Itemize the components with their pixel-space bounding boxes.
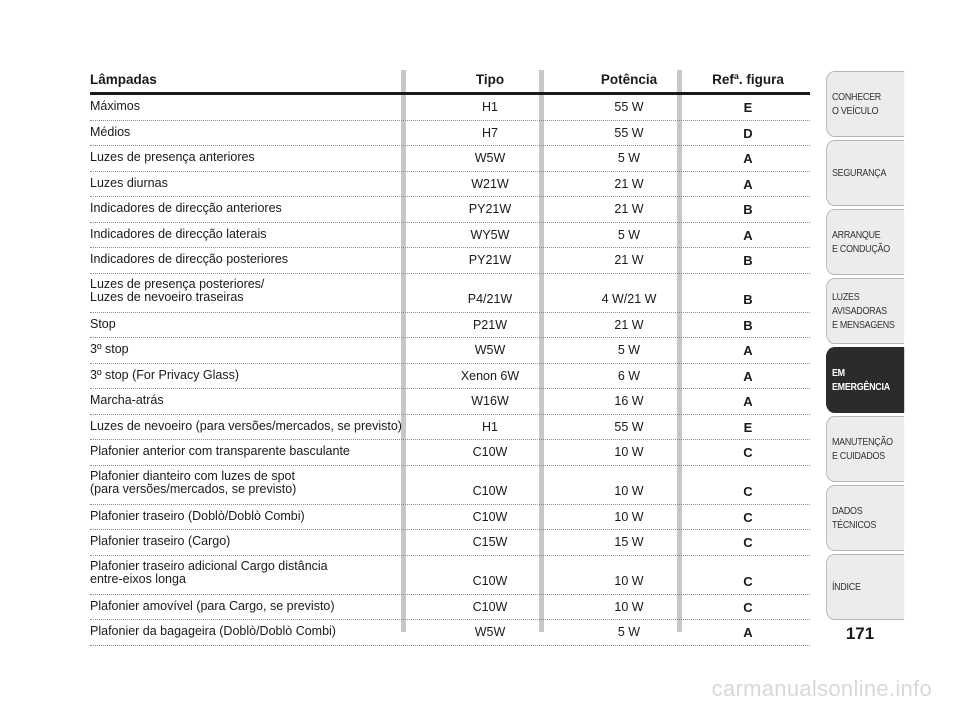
header-lampadas: Lâmpadas (90, 72, 157, 87)
cell-ref: B (743, 317, 753, 333)
cell-ref: C (743, 509, 753, 525)
cell-lampada: Médios (90, 124, 131, 139)
cell-lampada: Luzes de presença anteriores (90, 150, 255, 164)
tab-manutencao-e-cuidados[interactable] (826, 416, 904, 482)
table-row (90, 415, 810, 441)
cell-tipo: WY5W (470, 227, 510, 242)
tab-label: EM EMERGÊNCIA (831, 367, 890, 393)
table-row (90, 556, 810, 595)
table-row (90, 274, 810, 313)
cell-lampada: Luzes de nevoeiro (para versões/mercados, se previsto) (90, 418, 402, 433)
cell-tipo: H7 (482, 125, 498, 140)
header-tipo: Tipo (475, 72, 505, 87)
cell-lampada: Indicadores de direcção laterais (90, 226, 267, 241)
cell-potencia: 21 W (614, 176, 644, 191)
tab-label: CONHECER O VEÍCULO (831, 91, 881, 117)
cell-lampada: 3º stop (For Privacy Glass) (90, 367, 240, 382)
cell-potencia: 21 W (614, 253, 644, 267)
cell-tipo: Xenon 6W (460, 368, 520, 383)
page-number: 171 (845, 624, 875, 643)
tab-label: DADOS TÉCNICOS (831, 505, 877, 531)
cell-lampada: Luzes diurnas (90, 175, 168, 190)
cell-lampada: 3º stop (90, 342, 129, 356)
table-row (90, 121, 810, 147)
table-row (90, 505, 810, 531)
cell-lampada: Plafonier anterior com transparente basculante (90, 444, 350, 458)
cell-potencia: 10 W (614, 573, 644, 588)
cell-tipo: C10W (472, 483, 508, 498)
cell-tipo: W5W (474, 343, 506, 357)
cell-tipo: PY21W (468, 202, 512, 216)
cell-potencia: 15 W (614, 535, 644, 549)
tab-indice[interactable] (826, 554, 904, 620)
watermark: carmanualsonline.info (711, 676, 932, 701)
tab-label: SEGURANÇA (831, 167, 887, 179)
cell-potencia: 5 W (617, 343, 641, 357)
tab-conhecer-o-veiculo[interactable] (826, 71, 904, 137)
cell-ref: A (743, 368, 753, 384)
cell-tipo: C10W (472, 599, 508, 614)
cell-potencia: 16 W (614, 394, 644, 408)
table-row (90, 313, 810, 339)
tab-arranque-e-conducao[interactable] (826, 209, 904, 275)
cell-tipo: C10W (472, 445, 508, 459)
cell-potencia: 5 W (617, 151, 641, 165)
cell-ref: B (743, 253, 753, 268)
table-row (90, 223, 810, 249)
cell-potencia: 21 W (614, 202, 644, 216)
cell-potencia: 5 W (617, 227, 641, 242)
cell-potencia: 21 W (614, 317, 644, 332)
table-row (90, 146, 810, 172)
tab-label: ÍNDICE (831, 581, 861, 593)
cell-tipo: W16W (471, 394, 509, 408)
tab-luzes-avisadoras[interactable] (826, 278, 904, 344)
cell-potencia: 55 W (614, 419, 644, 434)
cell-ref: E (743, 419, 753, 435)
tab-label: ARRANQUE E CONDUÇÃO (831, 229, 890, 255)
cell-ref: A (743, 394, 753, 409)
tab-label: LUZES AVISADORAS E MENSAGENS (831, 291, 895, 331)
table-row (90, 530, 810, 556)
cell-ref: B (743, 291, 753, 307)
cell-ref: A (743, 176, 753, 192)
cell-tipo: W5W (474, 625, 506, 639)
cell-potencia: 55 W (614, 125, 644, 140)
cell-potencia: 10 W (614, 483, 644, 498)
cell-ref: C (743, 599, 753, 615)
cell-ref: E (743, 100, 753, 115)
cell-lampada: Marcha-atrás (90, 393, 164, 407)
header-potencia: Potência (600, 72, 658, 87)
table-row (90, 95, 810, 121)
cell-potencia: 10 W (614, 445, 644, 459)
cell-lampada: Plafonier traseiro adicional Cargo distância entre-eixos longa (90, 558, 328, 586)
cell-lampada: Plafonier da bagageira (Doblò/Doblò Combi) (90, 624, 336, 638)
cell-tipo: H1 (482, 419, 498, 434)
cell-ref: A (743, 227, 753, 243)
table-row (90, 595, 810, 621)
cell-ref: C (743, 535, 753, 550)
cell-ref: A (743, 625, 753, 640)
cell-tipo: H1 (482, 100, 498, 114)
cell-tipo: W5W (474, 151, 506, 165)
cell-tipo: P21W (472, 317, 508, 332)
cell-tipo: W21W (471, 176, 509, 191)
table-row (90, 248, 810, 274)
cell-tipo: C10W (472, 509, 508, 524)
cell-ref: C (743, 483, 753, 499)
table-row (90, 466, 810, 505)
table-row (90, 389, 810, 415)
table-row (90, 197, 810, 223)
tab-dados-tecnicos[interactable] (826, 485, 904, 551)
cell-lampada: Stop (90, 316, 116, 331)
cell-tipo: C15W (472, 535, 508, 549)
cell-ref: B (743, 202, 753, 217)
cell-ref: A (743, 343, 753, 358)
cell-ref: C (743, 573, 753, 589)
cell-lampada: Indicadores de direcção anteriores (90, 201, 282, 215)
cell-lampada: Indicadores de direcção posteriores (90, 252, 289, 266)
cell-ref: A (743, 151, 753, 166)
tab-em-emergencia[interactable] (826, 347, 904, 413)
cell-ref: C (743, 445, 753, 460)
cell-lampada: Plafonier dianteiro com luzes de spot (para versões/mercados, se previsto) (90, 468, 297, 496)
cell-potencia: 10 W (614, 599, 644, 614)
cell-ref: D (743, 125, 753, 141)
table-row (90, 338, 810, 364)
header-ref: Refª. figura (712, 72, 784, 87)
cell-potencia: 5 W (617, 625, 641, 639)
cell-lampada: Luzes de presença posteriores/ Luzes de nevoeiro traseiras (90, 276, 265, 304)
cell-tipo: C10W (472, 573, 508, 588)
tab-label: MANUTENÇÃO E CUIDADOS (831, 436, 893, 462)
table-row (90, 364, 810, 390)
cell-lampada: Máximos (90, 99, 141, 113)
table-row (90, 172, 810, 198)
cell-tipo: P4/21W (467, 291, 513, 306)
cell-lampada: Plafonier traseiro (Doblò/Doblò Combi) (90, 508, 305, 523)
cell-tipo: PY21W (468, 253, 512, 267)
cell-potencia: 55 W (614, 100, 644, 114)
cell-lampada: Plafonier amovível (para Cargo, se previsto) (90, 598, 335, 613)
table-row (90, 440, 810, 466)
table-header (90, 68, 810, 95)
tab-seguranca[interactable] (826, 140, 904, 206)
bulb-table (90, 68, 810, 646)
cell-potencia: 10 W (614, 509, 644, 524)
cell-potencia: 4 W/21 W (601, 291, 657, 306)
cell-potencia: 6 W (617, 368, 641, 383)
cell-lampada: Plafonier traseiro (Cargo) (90, 534, 231, 548)
table-row (90, 620, 810, 646)
